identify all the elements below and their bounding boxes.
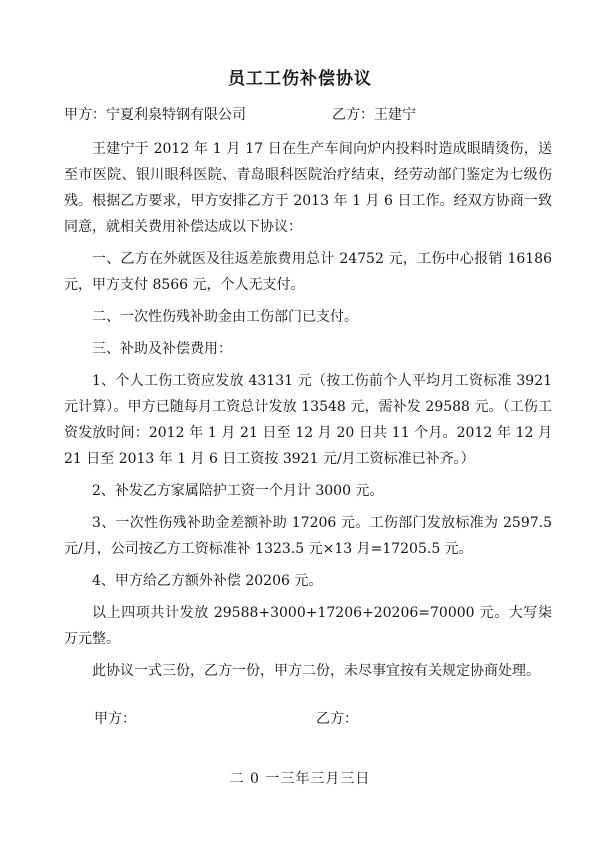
paragraph-copies: 此协议一式三份，乙方一份，甲方二份，未尽事宜按有关规定协商处理。	[92, 663, 540, 679]
paragraph-2: 二、一次性伤残补助金由工伤部门已支付。	[92, 309, 358, 325]
sign-party-b: 乙方：	[316, 711, 358, 727]
paragraph-3-2: 2、补发乙方家属陪护工资一个月计 3000 元。	[92, 483, 384, 499]
document-body	[64, 136, 552, 684]
paragraph-total: 以上四项共计发放 29588+3000+17206+20206=70000 元。大写柒万元整。	[64, 605, 552, 647]
paragraph-3-4: 4、甲方给乙方额外补偿 20206 元。	[92, 573, 323, 589]
paragraph-3-3: 3、一次性伤残补助金差额补助 17206 元。工伤部门发放标准为 2597.5 元/月，公司按乙方工资标准补 1323.5 元×13 月=17205.5 元。	[64, 515, 552, 557]
paragraph-intro: 王建宁于 2012 年 1 月 17 日在生产车间向炉内投料时造成眼睛烫伤，送至市医院、银川眼科医院、青岛眼科医院治疗结束，经劳动部门鉴定为七级伤残。根据乙方要求，甲方安排乙方于 2013 年 1 月 6 日工作。经双方协商一致同意，就相关费用补偿达成以下协议：	[64, 141, 552, 235]
sign-party-a: 甲方：	[94, 711, 136, 727]
party-b: 乙方：王建宁	[332, 107, 416, 123]
paragraph-3-1: 1、个人工伤工资应发放 43131 元（按工伤前个人平均月工资标准 3921 元计算）。甲方已随每月工资总计发放 13548 元，需补发 29588 元。（工伤工资发放时间：2012 年 1 月 21 日至 12 月 20 日共 11 个月。2012 年 12 月 21 日至 2013 年 1 月 6 日工资按 3921 元/月工资标准已补齐。）	[64, 373, 552, 467]
document-title: 员工工伤补偿协议	[228, 69, 372, 89]
paragraph-3: 三、补助及补偿费用：	[92, 341, 232, 357]
party-a: 甲方：宁夏利泉特钢有限公司	[64, 107, 246, 123]
document-date: 二 0 一三年三月三日	[229, 771, 371, 787]
paragraph-1: 一、乙方在外就医及往返差旅费用总计 24752 元，工伤中心报销 16186 元，甲方支付 8566 元，个人无支付。	[64, 251, 552, 293]
